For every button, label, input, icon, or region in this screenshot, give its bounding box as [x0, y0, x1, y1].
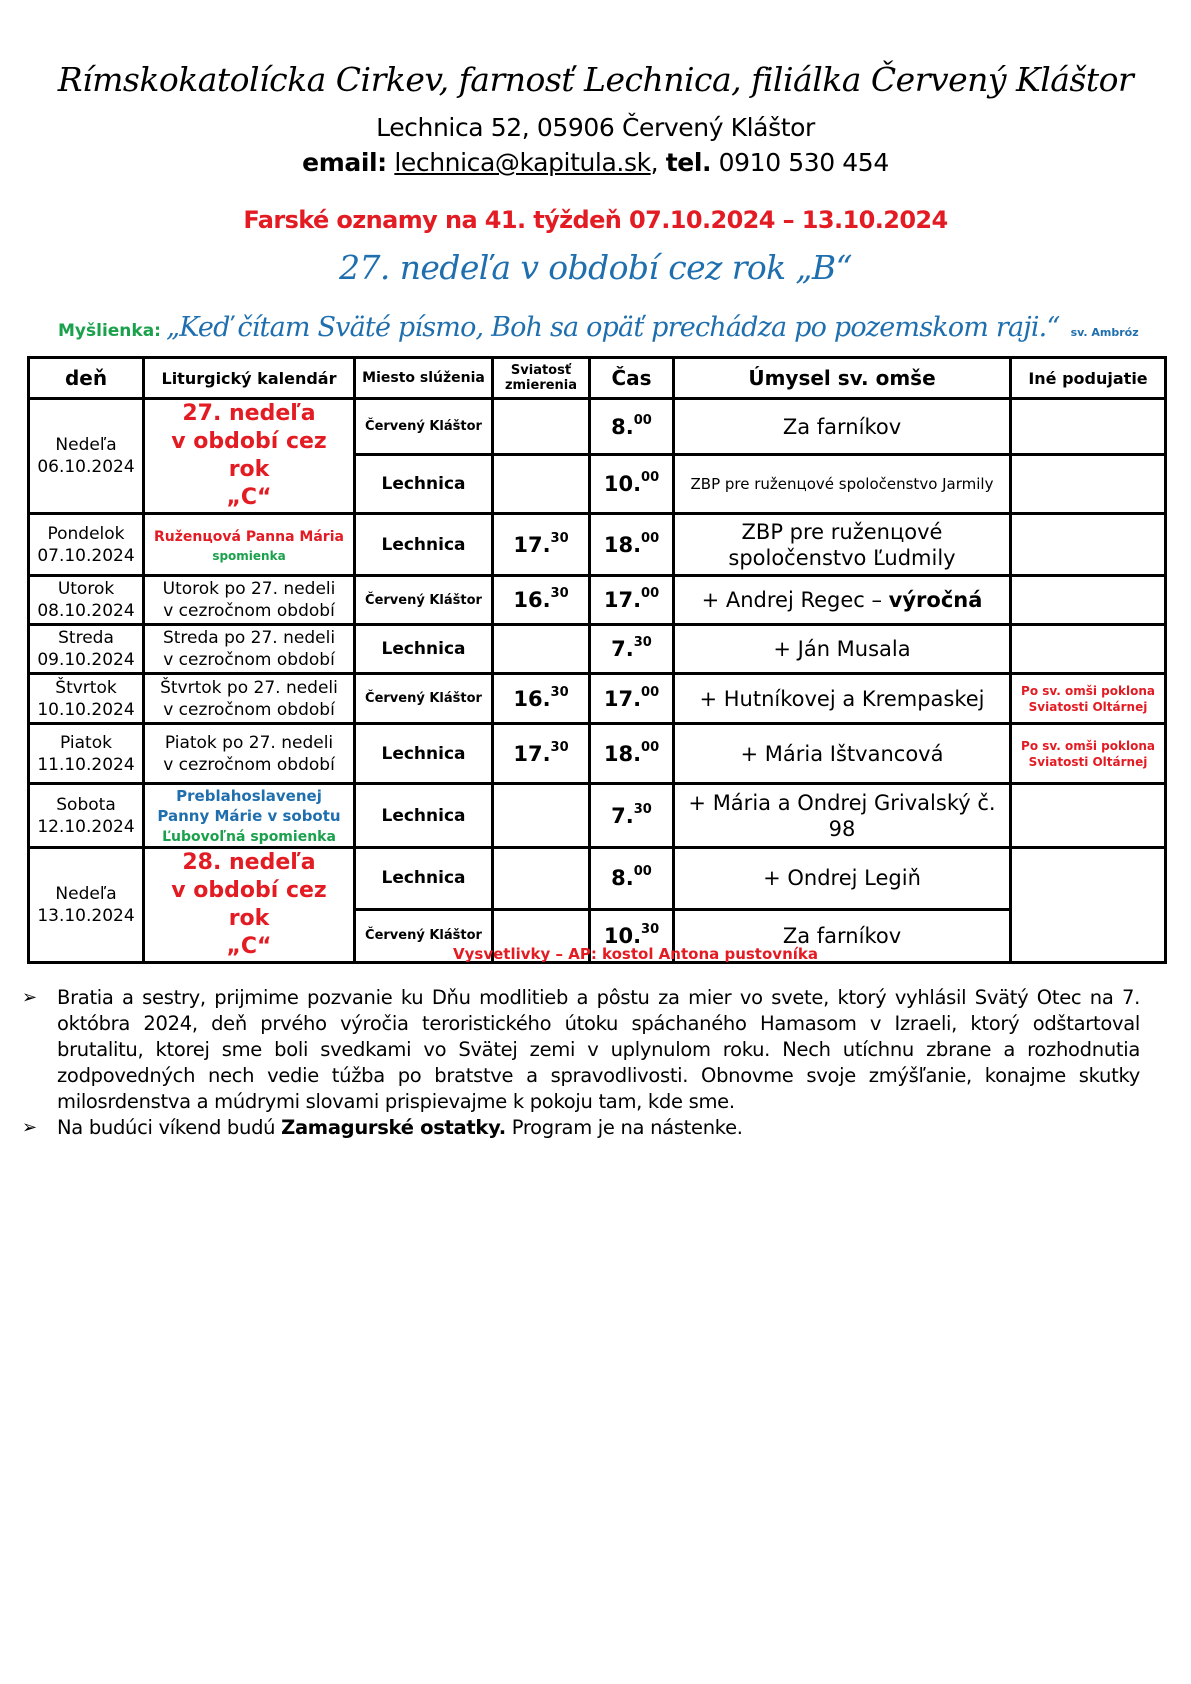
liturgy-rank: Ľubovoľná spomienka: [162, 828, 336, 845]
liturgy-line: v cezročnom období: [163, 601, 335, 621]
time-hour: 18.: [603, 741, 642, 766]
liturgy-cell: [144, 674, 355, 724]
arrow-bullet-icon: ➢: [22, 1117, 37, 1138]
confession-cell: [493, 724, 590, 784]
email-link[interactable]: lechnica@kapitula.sk: [394, 148, 651, 177]
intent-text: + Andrej Regec –: [701, 588, 889, 612]
time-cell: [590, 784, 674, 848]
liturgy-cell: [144, 576, 355, 625]
confession-hour: 16.: [513, 588, 551, 612]
tel-label: tel.: [665, 148, 712, 177]
place-cell: Červený Kláštor: [355, 399, 493, 455]
day-date: 11.10.2024: [37, 754, 135, 775]
confession-minute: 30: [550, 530, 569, 546]
place-cell: Lechnica: [355, 514, 493, 576]
announcement-list: [22, 985, 1140, 1141]
time-cell: [590, 625, 674, 674]
table-row: [29, 674, 1166, 724]
intent-cell: ZBP pre ruženцové spoločenstvo Jarmily: [674, 455, 1011, 514]
liturgy-line: „C“: [226, 485, 272, 510]
day-date: 06.10.2024: [37, 457, 135, 477]
day-cell: [29, 674, 144, 724]
liturgy-line: v cezročnom období: [163, 699, 335, 720]
arrow-bullet-icon: ➢: [22, 987, 37, 1008]
liturgy-line: v období cez rok: [171, 878, 327, 931]
place-cell: Lechnica: [355, 784, 493, 848]
time-hour: 18.: [603, 532, 642, 557]
list-item: [22, 1115, 1140, 1141]
other-line: Po sv. omši poklona: [1021, 738, 1155, 753]
list-item: [22, 985, 1140, 1115]
separator: ,: [650, 148, 666, 177]
time-cell: [590, 514, 674, 576]
time-minute: 00: [641, 586, 660, 601]
email-label: email:: [302, 148, 387, 177]
contact-line: [0, 148, 1191, 177]
liturgy-line: 27. nedeľa: [182, 401, 316, 426]
place-cell: Červený Kláštor: [355, 576, 493, 625]
time-hour: 10.: [603, 472, 642, 497]
note-emphasis: Zamagurské ostatky.: [281, 1116, 506, 1139]
mass-schedule-table: [27, 356, 1167, 964]
other-cell: [1011, 625, 1166, 674]
intent-cell: Za farníkov: [674, 909, 1011, 962]
time-minute: 30: [633, 635, 652, 650]
tel-number: 0910 530 454: [718, 148, 889, 177]
confession-hour: 17.: [513, 741, 551, 766]
other-line: Po sv. omši poklona: [1021, 683, 1155, 698]
time-minute: 00: [633, 864, 652, 880]
liturgy-line: Preblahoslavenej: [176, 786, 322, 805]
liturgy-line: Streda po 27. nedeli: [162, 628, 336, 648]
header-intent: Úmysel sv. omše: [674, 358, 1011, 399]
liturgy-line: v cezročnom období: [163, 650, 335, 670]
confession-cell: [493, 576, 590, 625]
place-cell: Červený Kláštor: [355, 674, 493, 724]
table-row: [29, 724, 1166, 784]
day-date: 09.10.2024: [37, 650, 135, 670]
header-confession-line1: Sviatosť: [510, 363, 572, 378]
parish-address: Lechnica 52, 05906 Červený Kláštor: [376, 113, 815, 142]
confession-cell: [493, 399, 590, 455]
liturgy-line: Ruženцová Panna Mária: [154, 528, 344, 545]
time-hour: 7.: [611, 637, 634, 661]
liturgy-line: 28. nedeľa: [182, 850, 316, 875]
liturgy-line: v cezročnom období: [163, 754, 335, 775]
time-minute: 30: [633, 801, 652, 817]
table-row: [29, 784, 1166, 848]
intent-cell: + Ján Musala: [674, 625, 1011, 674]
liturgy-cell: [144, 724, 355, 784]
liturgy-line: „C“: [226, 934, 272, 959]
table-row: [29, 576, 1166, 625]
note-text: Bratia a sestry, prijmime pozvanie ku Dňu modlitieb a pôstu za mier vo svete, ktorý vyhlásil Svätý Otec na 7. októbra 2024, deň prvého výročia teroristického útoku spáchaného Hamasom v Izraeli, ktorý odštartoval brutalitu, ktorej sme boli svedkami vo Svätej zemi v uplynulom roku. Nech utíchnu zbrane a rozhodnutia zodpovedných nech vedie túžba po bratstve a spravodlivosti. Obnovme svoje zmýšľanie, konajme skutky milosrdenstva a múdrymi slovami prispievajme k pokoju tam, kde sme.: [57, 986, 1140, 1113]
other-cell: [1011, 455, 1166, 514]
header-confession: [493, 358, 590, 399]
note-text: Program je na nástenke.: [505, 1116, 743, 1139]
other-cell: [1011, 784, 1166, 848]
table-row: [29, 625, 1166, 674]
time-hour: 10.: [603, 923, 642, 948]
day-name: Pondelok: [47, 523, 125, 544]
day-cell: [29, 625, 144, 674]
liturgy-cell: [144, 784, 355, 848]
confession-cell: [493, 514, 590, 576]
confession-cell: [493, 784, 590, 848]
day-name: Nedeľa: [55, 884, 117, 904]
place-cell: Lechnica: [355, 724, 493, 784]
time-minute: 00: [633, 412, 652, 428]
confession-hour: 17.: [513, 532, 551, 557]
place-cell: Lechnica: [355, 625, 493, 674]
intent-cell: Za farníkov: [674, 399, 1011, 455]
table-row: [29, 848, 1166, 910]
intent-cell: + Ondrej Legiň: [674, 848, 1011, 910]
liturgy-cell: [144, 625, 355, 674]
day-name: Utorok: [57, 579, 115, 599]
intent-cell: + Mária Ištvancová: [674, 724, 1011, 784]
time-cell: [590, 674, 674, 724]
time-minute: 30: [641, 921, 660, 937]
place-cell: Lechnica: [355, 848, 493, 910]
time-hour: 17.: [603, 588, 642, 612]
parish-title: Rímskokatolícka Cirkev, farnosť Lechnica, filiálka Červený Kláštor: [57, 60, 1134, 99]
header-day: deň: [29, 358, 144, 399]
other-cell: [1011, 514, 1166, 576]
liturgical-sunday-heading: 27. nedeľa v období cez rok „B“: [339, 248, 852, 287]
intent-cell: ZBP pre ruženцové spoločenstvo Ľudmily: [674, 514, 1011, 576]
liturgy-line: Panny Márie v sobotu: [157, 806, 341, 825]
confession-minute: 30: [550, 739, 569, 755]
day-date: 08.10.2024: [37, 601, 135, 621]
thought-quote: „Keď čítam Sväté písmo, Boh sa opäť prechádza po pozemskom raji.“: [166, 312, 1060, 343]
day-cell: [29, 724, 144, 784]
thought-author: sv. Ambróz: [1070, 326, 1139, 339]
legend-note: Vysvetlivky – AP: kostol Antona pustovníka: [453, 945, 818, 963]
day-cell: [29, 399, 144, 514]
liturgy-rank: spomienka: [212, 548, 286, 563]
time-hour: 8.: [611, 414, 634, 439]
time-cell: [590, 455, 674, 514]
table-row: [29, 514, 1166, 576]
note-text: Na budúci víkend budú: [57, 1116, 282, 1139]
intent-cell: + Hutníkovej a Krempaskej: [674, 674, 1011, 724]
header-liturgy: Liturgický kalendár: [144, 358, 355, 399]
other-line: Sviatosti Oltárnej: [1028, 699, 1148, 714]
header-place: Miesto slúženia: [355, 358, 493, 399]
time-minute: 00: [641, 739, 660, 755]
confession-minute: 30: [550, 586, 569, 601]
intent-emphasis: výročná: [888, 588, 983, 612]
time-cell: [590, 399, 674, 455]
table-header-row: [29, 358, 1166, 399]
day-date: 07.10.2024: [37, 545, 135, 566]
day-name: Streda: [58, 628, 114, 648]
intent-cell: + Mária a Ondrej Grivalský č. 98: [674, 784, 1011, 848]
intent-cell: [674, 576, 1011, 625]
day-name: Sobota: [56, 794, 116, 815]
time-minute: 00: [641, 470, 660, 486]
day-cell: [29, 576, 144, 625]
day-date: 10.10.2024: [37, 699, 135, 720]
time-hour: 7.: [611, 803, 634, 828]
other-cell: [1011, 576, 1166, 625]
announcements-heading: Farské oznamy na 41. týždeň 07.10.2024 – 13.10.2024: [243, 206, 948, 234]
liturgy-line: Utorok po 27. nedeli: [162, 579, 336, 599]
other-cell: [1011, 399, 1166, 455]
header-time: Čas: [590, 358, 674, 399]
day-date: 12.10.2024: [37, 816, 135, 837]
place-cell: Lechnica: [355, 455, 493, 514]
liturgy-line: Štvrtok po 27. nedeli: [160, 677, 338, 698]
confession-cell: [493, 674, 590, 724]
header-other: Iné podujatie: [1011, 358, 1166, 399]
day-cell: [29, 514, 144, 576]
thought-line: [58, 312, 1168, 343]
header-confession-line2: zmierenia: [504, 378, 578, 393]
time-hour: 8.: [611, 866, 634, 891]
time-minute: 00: [641, 530, 660, 546]
thought-label: Myšlienka:: [58, 321, 161, 341]
table-row: [29, 399, 1166, 455]
confession-cell: [493, 625, 590, 674]
liturgy-line: Piatok po 27. nedeli: [164, 732, 334, 753]
day-name: Piatok: [60, 732, 112, 753]
liturgy-cell: [144, 399, 355, 514]
other-cell: [1011, 724, 1166, 784]
day-name: Štvrtok: [55, 677, 117, 698]
confession-hour: 16.: [513, 686, 551, 711]
time-hour: 17.: [603, 686, 642, 711]
confession-cell: [493, 455, 590, 514]
time-cell: [590, 848, 674, 910]
day-name: Nedeľa: [55, 435, 117, 455]
day-date: 13.10.2024: [37, 906, 135, 926]
liturgy-cell: [144, 514, 355, 576]
liturgy-line: v období cez rok: [171, 429, 327, 482]
time-cell: [590, 576, 674, 625]
day-cell: [29, 784, 144, 848]
place-cell: Červený Kláštor: [355, 909, 493, 962]
time-minute: 00: [641, 684, 660, 700]
other-line: Sviatosti Oltárnej: [1028, 754, 1148, 769]
confession-cell: [493, 848, 590, 910]
other-cell: [1011, 674, 1166, 724]
time-cell: [590, 724, 674, 784]
confession-minute: 30: [550, 684, 569, 700]
